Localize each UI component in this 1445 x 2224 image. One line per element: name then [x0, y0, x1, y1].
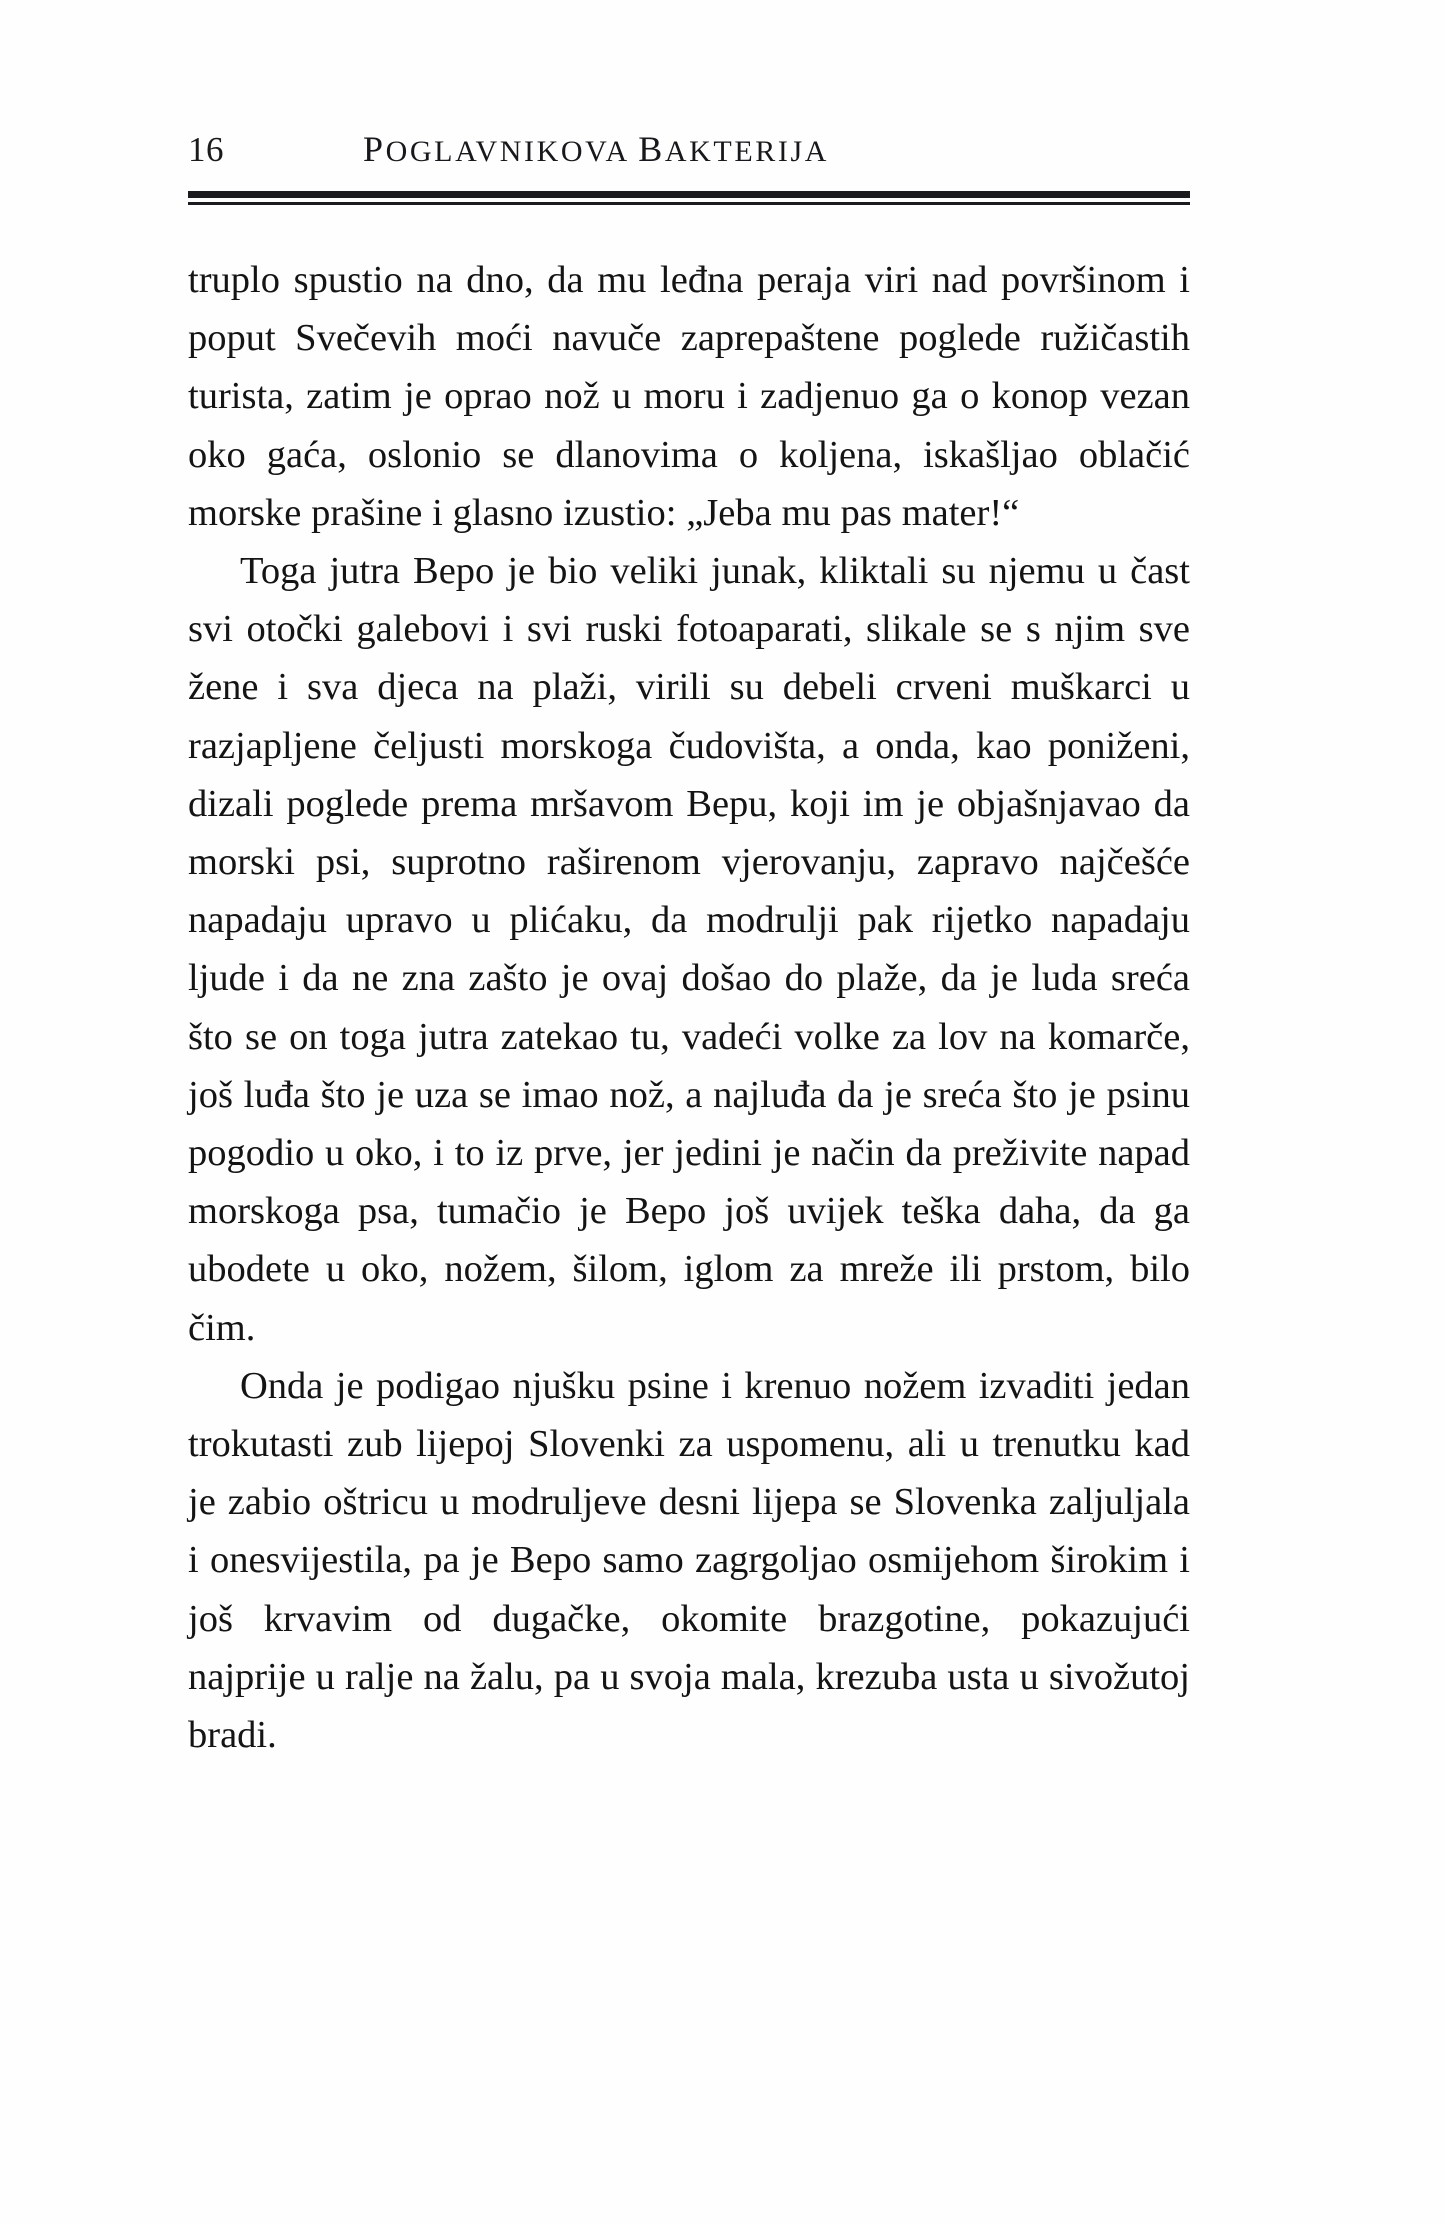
body-text — [188, 251, 1190, 1764]
page-number: 16 — [188, 130, 224, 169]
divider-thick-line — [188, 191, 1190, 198]
header-divider-rule — [188, 191, 1190, 205]
paragraph: Toga jutra Bepo je bio veliki junak, kliktali su njemu u čast svi otočki galebovi i svi ruski fotoaparati, slikale se s njim sve žene i sva djeca na plaži, virili su debeli crveni muškarci u razjapljene čeljusti morskoga čudovišta, a onda, kao poniženi, dizali poglede prema mršavom Bepu, koji im je objašnjavao da morski psi, suprotno raširenom vjerovanju, zapravo najčešće napadaju upravo u plićaku, da modrulji pak rijetko napadaju ljude i da ne zna zašto je ovaj došao do plaže, da je luda sreća što se on toga jutra zatekao tu, vadeći volke za lov na komarče, još luđa što je uza se imao nož, a najluđa da je sreća što je psinu pogodio u oko, i to iz prve, jer jedini je način da preživite napad morskoga psa, tumačio je Bepo još uvijek teška daha, da ga ubodete u oko, nožem, šilom, iglom za mreže ili prstom, bilo čim. — [188, 550, 1190, 1349]
page-content-area — [188, 95, 1190, 1764]
paragraph: truplo spustio na dno, da mu leđna peraja viri nad površinom i poput Svečevih moći navuče zaprepaštene poglede ružičastih turista, zatim je oprao nož u moru i zadjenuo ga o konop vezan oko gaća, oslonio se dlanovima o koljena, iskašljao oblačić morske prašine i glasno izustio: „Jeba mu pas mater!“ — [188, 259, 1190, 534]
paragraph: Onda je podigao njušku psine i krenuo nožem izvaditi jedan trokutasti zub lijepoj Slovenki za uspomenu, ali u trenutku kad je zabio oštricu u modruljeve desni lijepa se Slovenka zaljuljala i onesvijestila, pa je Bepo samo zagrgoljao osmijehom širokim i još krvavim od dugačke, okomite brazgotine, pokazujući najprije u ralje na žalu, pa u svoja mala, krezuba usta u sivožutoj bradi. — [188, 1364, 1190, 1757]
running-header — [188, 95, 1190, 167]
running-head-title: POGLAVNIKOVA BAKTERIJA — [363, 129, 829, 169]
divider-thin-line — [188, 202, 1190, 205]
